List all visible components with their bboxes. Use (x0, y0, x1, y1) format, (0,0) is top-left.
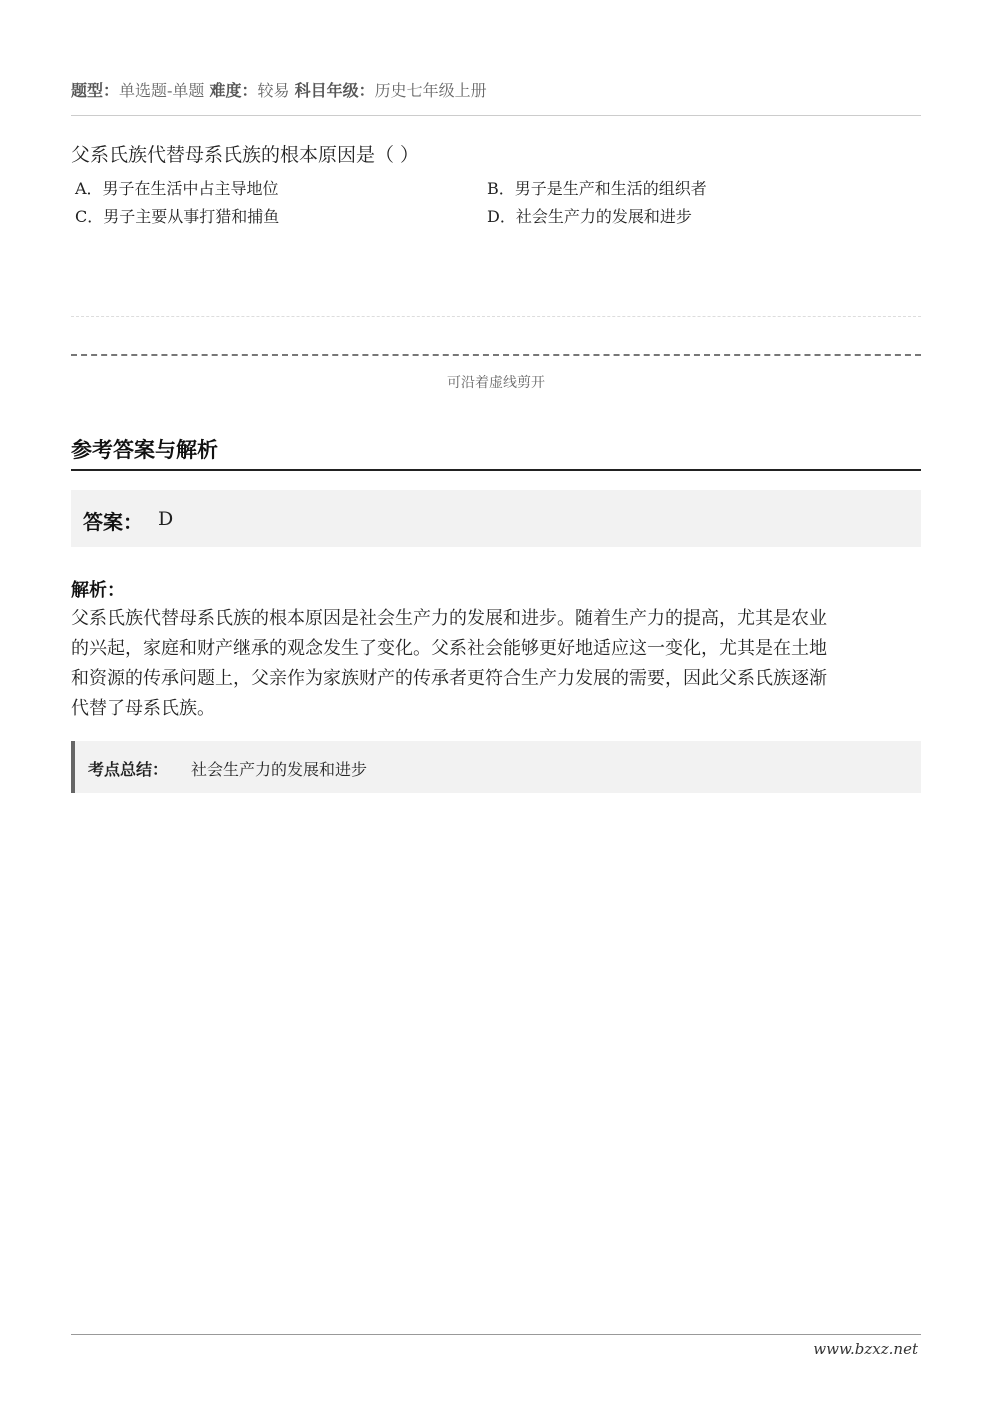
footer-url: www.bzxz.net (813, 1340, 918, 1358)
key-point-value: 社会生产力的发展和进步 (191, 760, 368, 779)
analysis-line: 父系氏族代替母系氏族的根本原因是社会生产力的发展和进步。随着生产力的提高，尤其是农业 (71, 608, 827, 629)
analysis-label: 解析： (71, 580, 125, 601)
answer-box (71, 490, 921, 547)
analysis-line: 的兴起，家庭和财产继承的观念发生了变化。父系社会能够更好地适应这一变化，尤其是在土地 (71, 638, 827, 659)
key-point-label: 考点总结： (88, 760, 169, 779)
section-title: 参考答案与解析 (71, 438, 218, 462)
subject-value: 历史七年级上册 (374, 81, 487, 100)
answer-label: 答案： (83, 510, 143, 534)
analysis-line: 代替了母系氏族。 (71, 698, 215, 719)
type-label: 题型： (71, 81, 120, 100)
cut-note: 可沿着虚线剪开 (447, 375, 545, 391)
subject-label: 科目年级： (294, 81, 375, 100)
answer-value: D (158, 508, 174, 530)
analysis-text (71, 604, 921, 724)
cut-dashed-line (71, 354, 921, 356)
type-value: 单选题-单题 (119, 81, 205, 100)
question-meta (71, 78, 487, 101)
difficulty-label: 难度： (209, 81, 258, 100)
option-b: B．男子是生产和生活的组织者 (487, 179, 707, 198)
analysis-line: 和资源的传承问题上，父亲作为家族财产的传承者更符合生产力发展的需要，因此父系氏族逐渐 (71, 668, 827, 689)
light-dashed-line (71, 316, 921, 317)
question-text: 父系氏族代替母系氏族的根本原因是（ ） (71, 144, 420, 166)
key-point-box (71, 741, 921, 793)
option-d: D．社会生产力的发展和进步 (487, 207, 692, 226)
option-a: A．男子在生活中占主导地位 (75, 179, 279, 198)
footer-divider (71, 1334, 921, 1335)
section-divider (71, 469, 921, 471)
header-divider (71, 115, 921, 116)
option-c: C．男子主要从事打猎和捕鱼 (75, 207, 280, 226)
difficulty-value: 较易 (257, 81, 290, 100)
